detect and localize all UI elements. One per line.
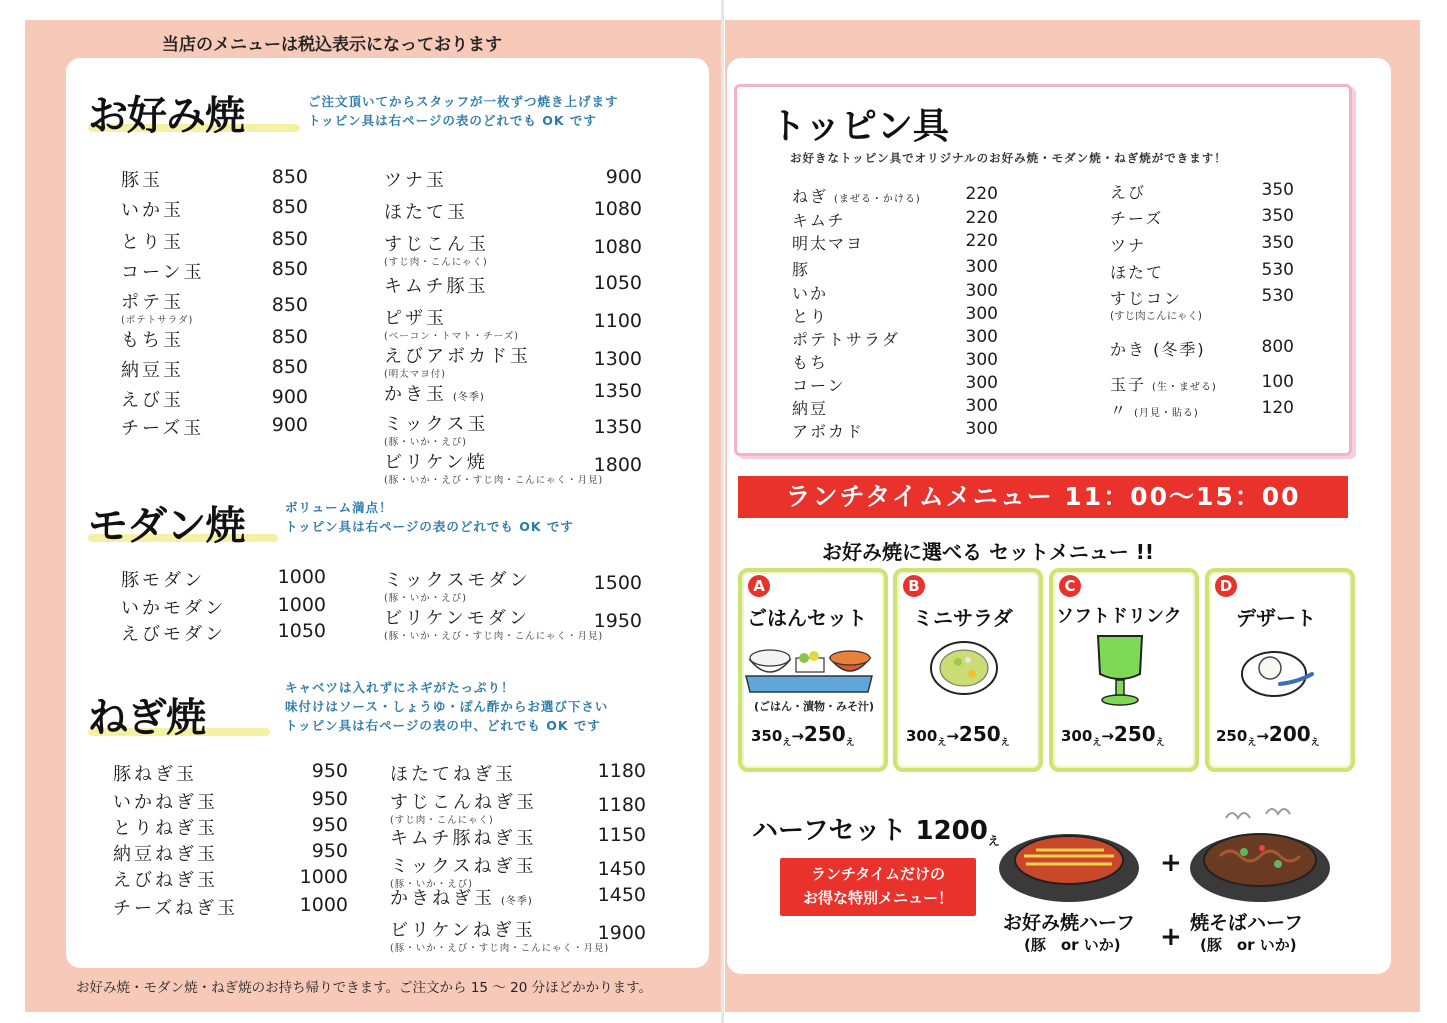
modern-item-detail: (豚・いか・えび) [384,593,467,604]
topping-item-price: 120 [1261,398,1294,418]
topping-item-label [1110,372,1217,395]
negi-item-name: 豚ねぎ玉 [113,764,197,785]
set-a-new-price: 250 [803,722,846,746]
plus-sign: + [1160,922,1182,952]
okonomi-item-label [384,380,485,406]
negi-item-price: 1180 [597,760,646,782]
okonomi-item-name: えび玉 [121,390,184,411]
set-c-price [1061,722,1165,748]
price-arrow: → [1256,727,1269,745]
tax-notice: 当店のメニューは税込表示になっております [162,35,502,55]
okonomi-item-price: 850 [271,196,308,218]
okonomi-item-price: 1080 [593,198,642,220]
okonomi-item-price: 1300 [593,348,642,370]
okonomi-item-name: もち玉 [121,330,184,351]
topping-item-note: (まぜる・かける) [834,194,921,205]
topping-item-name: キムチ [792,211,846,230]
okonomi-item-name: いか玉 [121,200,184,221]
topping-item-detail: (すじ肉こんにゃく) [1110,310,1202,322]
negi-intro-line1: キャベツは入れずにネギがたっぷり！ [285,680,515,695]
negi-item-name: ミックスねぎ玉 [390,856,537,877]
modern-item-detail: (豚・いか・えび・すじ肉・こんにゃく・月見) [384,631,604,642]
okonomi-item-name: ツナ玉 [384,170,447,191]
negi-item-name: キムチ豚ねぎ玉 [390,828,537,849]
okonomi-item-price: 1100 [593,310,642,332]
okonomi-item-name: ビリケン焼 [384,452,488,473]
set-a-badge: A [748,575,770,597]
set-a-old-price: 350 [751,727,783,745]
topping-item-name: すじコン [1110,289,1183,308]
okonomi-item-price: 900 [605,166,642,188]
topping-item-name: えび [1110,183,1147,202]
modern-item-name: いかモダン [121,598,227,619]
set-c-old-price: 300 [1061,727,1093,745]
rice-set-illustration [742,636,878,696]
modern-intro [285,498,574,536]
takeout-footer: お好み焼・モダン焼・ねぎ焼のお持ち帰りできます。ご注文から 15 ～ 20 分ほどかかります。 [76,980,652,996]
set-c-new-price: 250 [1113,722,1156,746]
half-item-okonomi-choice: (豚 or いか) [1024,936,1121,954]
okonomi-item-name: ミックス玉 [384,414,489,435]
okonomi-item-price: 1800 [593,454,642,476]
set-b-title: ミニサラダ [913,606,1013,630]
topping-item-price: 300 [965,257,998,277]
topping-item-price: 350 [1261,206,1294,226]
okonomi-title: お好み焼 [88,92,244,139]
negi-item-name: とりねぎ玉 [113,818,218,839]
okonomiyaki-half-illustration [996,820,1142,906]
okonomi-item-name: えびアボカド玉 [384,346,531,367]
negi-item-note: (冬季) [501,896,533,907]
topping-item-name: ツナ [1110,236,1147,255]
okonomi-item-name: ほたて玉 [384,202,468,223]
topping-item-name: いか [792,284,829,303]
modern-item-price: 1950 [593,610,642,632]
modern-item-name: えびモダン [121,624,227,645]
negi-item-detail: (豚・いか・えび・すじ肉・こんにゃく・月見) [390,943,610,954]
negi-item-price: 1180 [597,794,646,816]
okonomi-item-price: 1080 [593,236,642,258]
negi-item-name: ビリケンねぎ玉 [390,920,536,941]
okonomi-item-price: 850 [271,166,308,188]
topping-item-name: ほたて [1110,263,1165,282]
yen-mark: え [1155,738,1165,748]
yen-mark: え [987,834,1000,849]
negi-item-detail: (豚・いか・えび) [390,879,473,890]
topping-item-price: 300 [965,304,998,324]
modern-item-price: 1000 [277,594,326,616]
okonomi-item-price: 850 [271,294,308,316]
topping-item-price: 300 [965,419,998,439]
negi-title: ねぎ焼 [88,694,205,741]
topping-item-name: とり [792,307,829,326]
plus-sign: + [1160,848,1182,878]
page-fold [721,0,724,1023]
price-arrow: → [946,727,959,745]
okonomi-item-name: ポテ玉 [121,292,184,313]
half-set-title [752,810,1000,849]
yen-mark: え [1000,738,1010,748]
modern-title: モダン焼 [88,502,245,549]
modern-item-name: ビリケンモダン [384,608,530,629]
topping-item-price: 300 [965,396,998,416]
okonomi-item-name: ピザ玉 [384,308,447,329]
set-d-new-price: 200 [1268,722,1311,746]
topping-item-name: 豚 [792,260,811,279]
modern-intro-line2: トッピン具は右ページの表のどれでも OK です [285,519,574,534]
lunch-banner [738,476,1348,518]
price-arrow: → [791,727,804,745]
set-c-title: ソフトドリンク [1056,606,1182,627]
okonomi-intro-line2: トッピン具は右ページの表のどれでも OK です [308,113,597,128]
yakisoba-half-illustration [1186,800,1334,906]
negi-item-name: いかねぎ玉 [113,792,218,813]
set-c-badge: C [1059,575,1081,597]
topping-item-price: 300 [965,327,998,347]
okonomi-item-detail: (ベーコン・トマト・チーズ) [384,331,519,342]
okonomi-item-name: コーン玉 [121,262,205,283]
negi-item-price: 950 [311,840,348,862]
negi-item-price: 1000 [299,866,348,888]
okonomi-item-price: 1350 [593,380,642,402]
topping-intro: お好きなトッピン具でオリジナルのお好み焼・モダン焼・ねぎ焼ができます！ [790,151,1227,165]
dessert-illustration [1240,640,1316,700]
topping-item-name: 明太マヨ [792,234,865,253]
okonomi-item-name: すじこん玉 [384,234,489,255]
okonomi-item-detail: (ポテトサラダ) [121,315,194,326]
set-a-detail: (ごはん・漬物・みそ汁) [754,700,875,713]
topping-item-name: 納豆 [792,399,829,418]
topping-item-name: ポテトサラダ [792,330,900,349]
negi-intro-line3: トッピン具は右ページの表の中、どれでも OK です [285,718,601,733]
topping-item-price: 350 [1261,180,1294,200]
topping-item-note: (月見・貼る) [1134,408,1199,419]
negi-item-price: 1150 [597,824,646,846]
set-a-title: ごはんセット [747,606,867,630]
half-set-promo-line2: お得な特別メニュー！ [802,889,953,907]
topping-item-label [1110,398,1199,421]
salad-illustration [928,638,1000,698]
okonomi-item-price: 900 [271,414,308,436]
set-b-price [906,722,1010,748]
topping-item-name: 玉子 [1110,375,1147,394]
topping-item-name: チーズ [1110,209,1164,228]
topping-item-price: 300 [965,373,998,393]
half-item-yakisoba: 焼そばハーフ [1190,912,1304,934]
okonomi-item-price: 1050 [593,272,642,294]
set-b-badge: B [903,575,925,597]
yen-mark: え [1310,738,1320,748]
topping-item-name: 〃 [1110,401,1129,420]
topping-item-name: アボカド [792,422,865,441]
half-set-promo-line1: ランチタイムだけの [811,865,945,883]
okonomi-item-price: 850 [271,326,308,348]
okonomi-item-price: 900 [271,386,308,408]
okonomi-intro [308,92,619,130]
topping-item-name: かき (冬季) [1110,340,1206,359]
negi-item-price: 1450 [597,858,646,880]
topping-item-name: もち [792,353,829,372]
set-a-price [751,722,855,748]
topping-item-price: 300 [965,350,998,370]
set-d-old-price: 250 [1216,727,1248,745]
topping-item-price: 800 [1261,337,1294,357]
negi-item-name: えびねぎ玉 [113,870,218,891]
topping-item-price: 350 [1261,233,1294,253]
okonomi-item-price: 850 [271,356,308,378]
set-b-old-price: 300 [906,727,938,745]
topping-item-name: コーン [792,376,846,395]
negi-item-price: 1000 [299,894,348,916]
yen-mark: え [1092,738,1102,748]
yen-mark: え [845,738,855,748]
okonomi-item-price: 850 [271,258,308,280]
lunch-banner-text: ランチタイムメニュー 11：00～15：00 [785,482,1301,511]
okonomi-item-detail: (豚・いか・えび・すじ肉・こんにゃく・月見) [384,475,604,486]
half-set-title-text: ハーフセット 1200 [752,816,988,846]
okonomi-intro-line1: ご注文頂いてからスタッフが一枚ずつ焼き上げます [308,94,619,109]
modern-item-price: 1000 [277,566,326,588]
topping-item-price: 530 [1261,260,1294,280]
modern-item-price: 1500 [593,572,642,594]
half-item-yakisoba-choice: (豚 or いか) [1200,936,1297,954]
drink-illustration [1092,630,1148,708]
okonomi-item-note: (冬季) [453,392,485,403]
okonomi-item-name: キムチ豚玉 [384,276,489,297]
okonomi-item-name: チーズ玉 [121,418,205,439]
topping-item-price: 530 [1261,286,1294,306]
set-b-new-price: 250 [958,722,1001,746]
okonomi-item-detail: (すじ肉・こんにゃく) [384,257,488,268]
negi-item-name: 納豆ねぎ玉 [113,844,218,865]
negi-item-name: チーズねぎ玉 [113,898,239,919]
topping-item-label [792,184,921,207]
yen-mark: え [782,738,792,748]
okonomi-item-detail: (明太マヨ付) [384,369,446,380]
okonomi-item-detail: (豚・いか・えび) [384,437,467,448]
negi-intro [285,678,608,735]
topping-item-price: 220 [965,231,998,251]
negi-item-name: かきねぎ玉 [390,888,495,909]
modern-intro-line1: ボリューム満点！ [285,500,393,515]
yen-mark: え [1247,738,1257,748]
topping-item-price: 220 [965,208,998,228]
negi-item-label [390,884,533,910]
okonomi-item-name: とり玉 [121,232,184,253]
topping-item-price: 100 [1261,372,1294,392]
set-heading: お好み焼に選べる セットメニュー !! [822,540,1154,564]
half-item-okonomi: お好み焼ハーフ [1003,912,1136,934]
modern-item-name: 豚モダン [121,570,206,591]
okonomi-item-price: 1350 [593,416,642,438]
okonomi-item-name: 納豆玉 [121,360,184,381]
topping-title: トッピン具 [770,105,949,147]
topping-item-price: 220 [965,184,998,204]
modern-item-price: 1050 [277,620,326,642]
topping-item-note: (生・まぜる) [1152,382,1217,393]
okonomi-item-price: 850 [271,228,308,250]
negi-item-price: 950 [311,788,348,810]
negi-intro-line2: 味付けはソース・しょうゆ・ぽん酢からお選び下さい [285,699,609,714]
yen-mark: え [937,738,947,748]
modern-item-name: ミックスモダン [384,570,531,591]
set-d-badge: D [1215,575,1237,597]
negi-item-name: ほたてねぎ玉 [390,764,516,785]
topping-item-price: 300 [965,281,998,301]
negi-item-detail: (すじ肉・こんにゃく) [390,815,494,826]
negi-item-price: 950 [311,814,348,836]
set-d-title: デザート [1236,606,1316,630]
negi-item-price: 1900 [597,922,646,944]
set-d-price [1216,722,1320,748]
topping-item-name: ねぎ [792,187,829,206]
negi-item-price: 950 [311,760,348,782]
negi-item-price: 1450 [597,884,646,906]
okonomi-item-name: 豚玉 [121,170,163,191]
negi-item-name: すじこんねぎ玉 [390,792,537,813]
half-set-promo [780,858,976,916]
price-arrow: → [1101,727,1114,745]
okonomi-item-name: かき玉 [384,384,447,405]
